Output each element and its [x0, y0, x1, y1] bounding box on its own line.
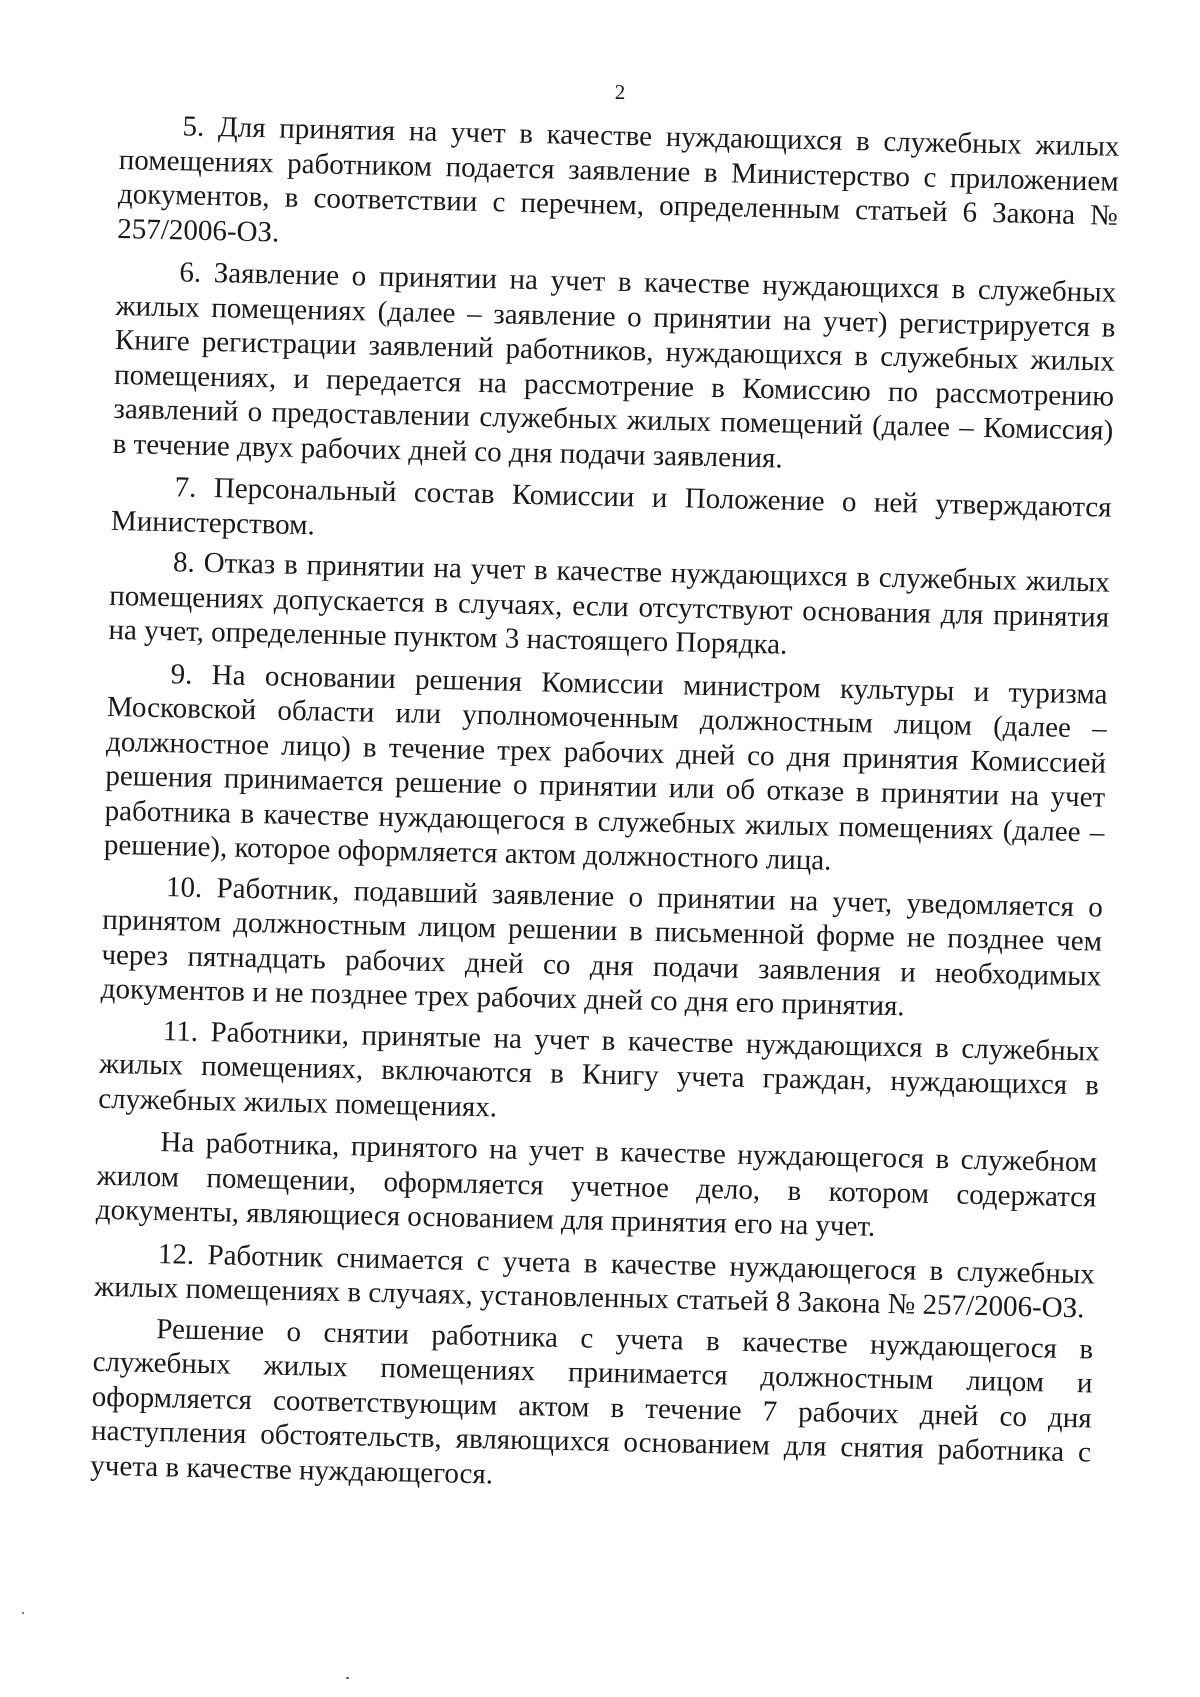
paragraph-11-continuation: На работника, принятого на учет в качестве нуждающегося в служебном жилом помещении, оформляется учетное дело, в котором содержатся документы, являющиеся основанием для принятия его на учет.: [95, 1126, 1098, 1243]
document-body: [90, 108, 1120, 1512]
paragraph-10: 10. Работник, подавший заявление о принятии на учет, уведомляется о принятом должностным лицом решении в письменной форме не позднее чем через пятнадцать рабочих дней со дня подачи заявления и необходимых документов и не позднее трех рабочих дней со дня его принятия.: [100, 870, 1104, 1023]
paragraph-12-continuation: Решение о снятии работника с учета в качестве нуждающегося в служебных жилых помещениях принимается должностным лицом и оформляется соответствующим актом в течение 7 рабочих дней со дня наступления обстоятельств, являющихся основанием для снятия работника с учета в качестве нуждающегося.: [90, 1312, 1094, 1490]
scan-speck: [346, 1677, 349, 1679]
paragraph-6: 6. Заявление о принятии на учет в качестве нуждающихся в служебных жилых помещениях (далее – заявление о принятии на учет) регистрируется в Книге регистрации заявлений работников, нуждающихся в служебных жилых помещениях, и передается на рассмотрение в Комиссию по рассмотрению заявлений о предоставлении служебных жилых помещений (далее – Комиссия) в течение двух рабочих дней со дня подачи заявления.: [112, 256, 1117, 475]
paragraph-5: 5. Для принятия на учет в качестве нуждающихся в служебных жилых помещениях работником подается заявление в Министерство с приложением документов, в соответствии с перечнем, определенным статьей 6 Закона № 257/2006-ОЗ.: [117, 110, 1120, 249]
scan-speck: [22, 1612, 24, 1614]
paragraph-9: 9. На основании решения Комиссии министром культуры и туризма Московской области или уполномоченным должностным лицом (далее – должностное лицо) в течение трех рабочих дней со дня принятия Комиссией решения принимается решение о принятии или об отказе в принятии на учет работника в качестве нуждающегося в служебных жилых помещениях (далее – решение), которое оформляется актом должностного лица.: [103, 657, 1108, 877]
paragraph-12: 12. Работник снимается с учета в качестве нуждающегося в служебных жилых помещениях в случаях, установленных статьей 8 Закона № 257/2006-ОЗ.: [93, 1237, 1096, 1325]
page-number: 2: [614, 80, 626, 104]
paragraph-7: 7. Персональный состав Комиссии и Положение о ней утверждаются Министерством.: [110, 471, 1112, 541]
paragraph-11: 11. Работники, принятые на учет в качестве нуждающихся в служебных жилых помещениях, включаются в Книгу учета граждан, нуждающихся в служебных жилых помещениях.: [98, 1014, 1101, 1123]
paragraph-8: 8. Отказ в принятии на учет в качестве нуждающихся в служебных жилых помещениях допускается в случаях, если отсутствуют основания для принятия на учет, определенные пунктом 3 настоящего Порядка.: [108, 546, 1111, 661]
